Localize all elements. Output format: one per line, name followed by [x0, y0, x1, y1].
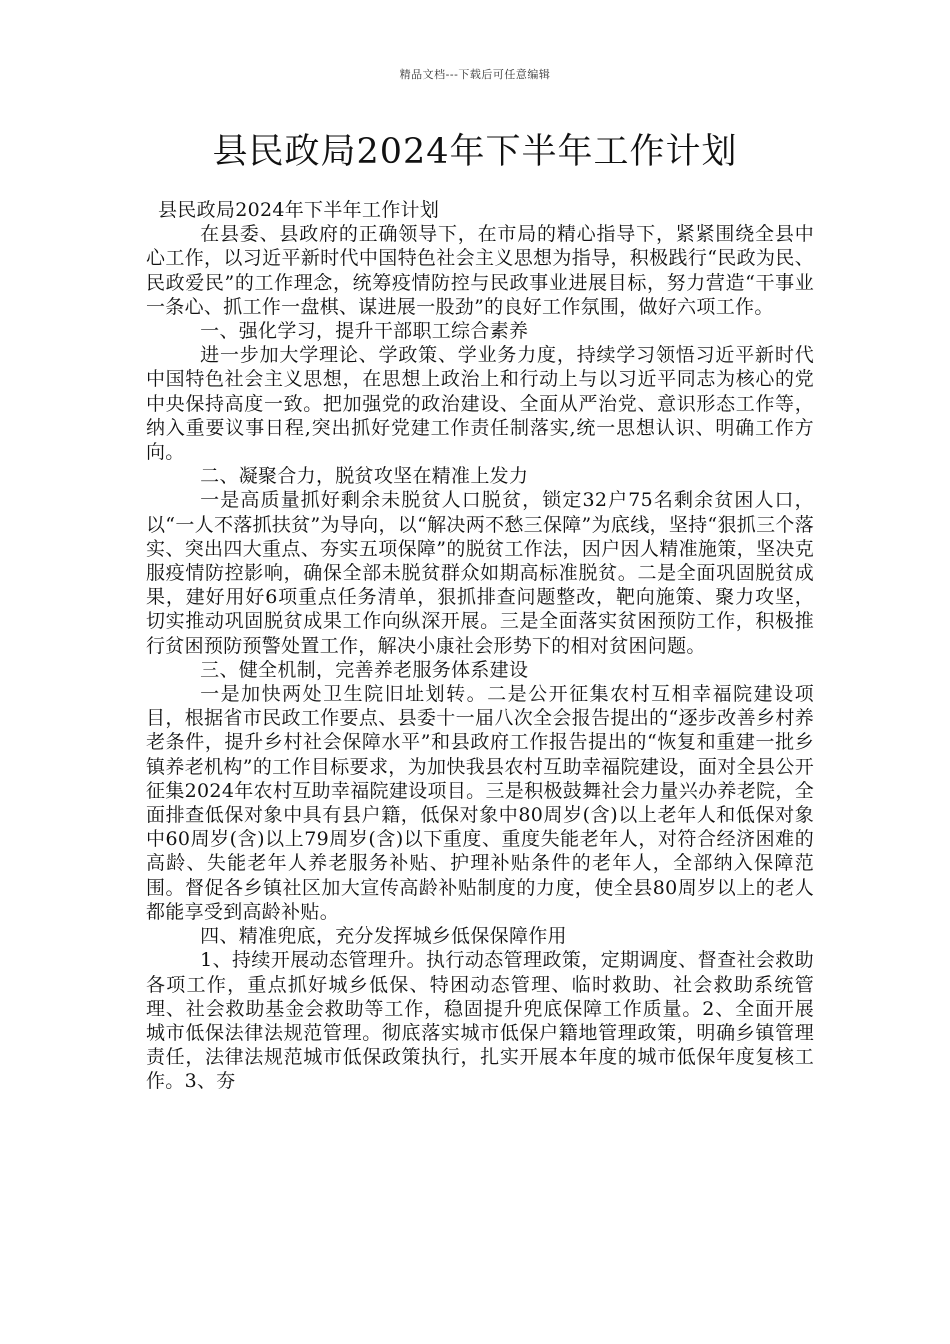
document-body: [146, 198, 814, 1094]
body-paragraph: 在县委、县政府的正确领导下，在市局的精心指导下，紧紧围绕全县中心工作，以习近平新时代中国特色社会主义思想为指导，积极践行“民政为民、民政爱民”的工作理念，统筹疫情防控与民政事业进展目标，努力营造“干事业一条心、抓工作一盘棋、谋进展一股劲”的良好工作氛围，做好六项工作。: [146, 223, 814, 318]
document-subtitle: 县民政局2024年下半年工作计划: [158, 199, 440, 221]
section-heading: 一、强化学习，提升干部职工综合素养: [200, 320, 529, 343]
section-heading: 二、凝聚合力，脱贫攻坚在精准上发力: [200, 465, 529, 488]
body-paragraph: 进一步加大学理论、学政策、学业务力度，持续学习领悟习近平新时代中国特色社会主义思想，在思想上政治上和行动上与以习近平同志为核心的党中央保持高度一致。把加强党的政治建设、全面从严治党、意识形态工作等，纳入重要议事日程,突出抓好党建工作责任制落实,统一思想认识、明确工作方向。: [146, 344, 814, 464]
body-paragraph: 一是加快两处卫生院旧址划转。二是公开征集农村互相幸福院建设项目，根据省市民政工作要点、县委十一届八次全会报告提出的“逐步改善乡村养老条件，提升乡村社会保障水平”和县政府工作报告提出的“恢复和重建一批乡镇养老机构”的工作目标要求，为加快我县农村互助幸福院建设，面对全县公开征集2024年农村互助幸福院建设项目。三是积极鼓舞社会力量兴办养老院，全面排查低保对象中具有县户籍，低保对象中80周岁(含)以上老年人和低保对象中60周岁(含)以上79周岁(含)以下重度、重度失能老年人，对符合经济困难的高龄、失能老年人养老服务补贴、护理补贴条件的老年人，全部纳入保障范围。督促各乡镇社区加大宣传高龄补贴制度的力度，使全县80周岁以上的老人都能享受到高龄补贴。: [146, 683, 814, 923]
page-header-note: 精品文档---下载后可任意编辑: [399, 68, 551, 81]
body-paragraph: 一是高质量抓好剩余未脱贫人口脱贫，锁定32户75名剩余贫困人口，以“一人不落抓扶贫”为导向，以“解决两不愁三保障”为底线，坚持“狠抓三个落实、突出四大重点、夯实五项保障”的脱贫工作法，因户因人精准施策，坚决克服疫情防控影响，确保全部未脱贫群众如期高标准脱贫。二是全面巩固脱贫成果，建好用好6项重点任务清单，狠抓排查问题整改，靶向施策、聚力攻坚，切实推动巩固脱贫成果工作向纵深开展。三是全面落实贫困预防工作，积极推行贫困预防预警处置工作，解决小康社会形势下的相对贫困问题。: [146, 489, 814, 657]
section-heading: 四、精准兜底，充分发挥城乡低保保障作用: [200, 925, 567, 948]
document-title: 县民政局2024年下半年工作计划: [212, 132, 738, 172]
section-heading: 三、健全机制，完善养老服务体系建设: [200, 658, 529, 681]
body-paragraph: 1、持续开展动态管理升。执行动态管理政策，定期调度、督查社会救助各项工作，重点抓好城乡低保、特困动态管理、临时救助、社会救助系统管理、社会救助基金会救助等工作，稳固提升兜底保障工作质量。2、全面开展城市低保法律法规范管理。彻底落实城市低保户籍地管理政策，明确乡镇管理责任，法律法规范城市低保政策执行，扎实开展本年度的城市低保年度复核工作。3、夯: [146, 949, 814, 1093]
